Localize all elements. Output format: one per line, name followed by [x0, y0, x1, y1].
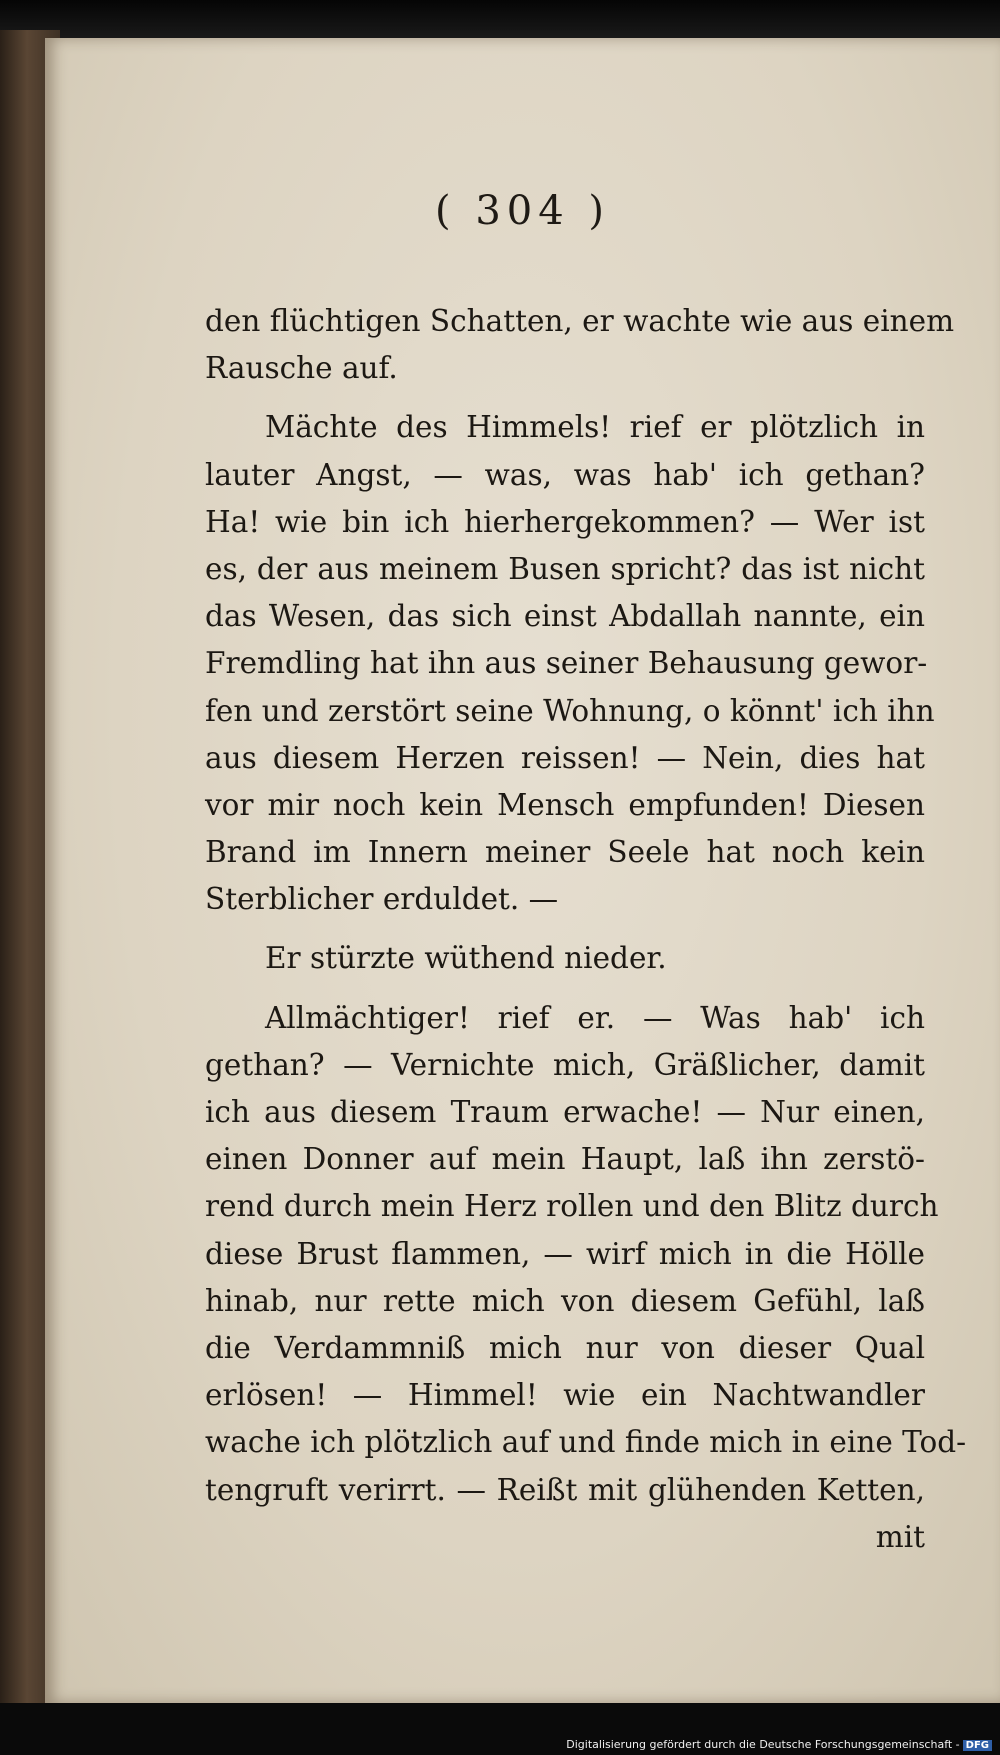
text-line: rend durch mein Herz rollen und den Blitz durch [205, 1189, 939, 1224]
text-line: Fremdling hat ihn aus seiner Behausung gewor- [205, 646, 928, 681]
text-line: Rausche auf. [205, 351, 398, 386]
text-line: lauter Angst, — was, was hab' ich gethan? [205, 457, 925, 492]
text-line: das Wesen, das sich einst Abdallah nannte, ein [205, 599, 925, 634]
text-line: aus diesem Herzen reissen! — Nein, dies hat [205, 740, 925, 775]
dfg-logo: DFG [963, 1740, 992, 1751]
text-line: hinab, nur rette mich von diesem Gefühl, laß [205, 1283, 925, 1318]
page-text [205, 298, 967, 1561]
text-line: tengruft verirrt. — Reißt mit glühenden Ketten, [205, 1472, 925, 1507]
text-line: die Verdammniß mich nur von dieser Qual [205, 1330, 925, 1365]
text-line: Allmächtiger! rief er. — Was hab' ich [265, 1000, 925, 1035]
text-line: Mächte des Himmels! rief er plötzlich in [265, 410, 925, 445]
text-line: vor mir noch kein Mensch empfunden! Diesen [205, 787, 925, 822]
text-line: einen Donner auf mein Haupt, laß ihn zerstö- [205, 1142, 925, 1177]
text-line: fen und zerstört seine Wohnung, o könnt' ich ihn [205, 693, 935, 728]
text-line: es, der aus meinem Busen spricht? das ist nicht [205, 551, 925, 586]
text-line: ich aus diesem Traum erwache! — Nur einen, [205, 1095, 925, 1129]
credit-text: Digitalisierung gefördert durch die Deutsche Forschungsgemeinschaft - [566, 1738, 960, 1751]
text-line: Er stürzte wüthend nieder. [265, 941, 667, 976]
digitization-credit [566, 1738, 992, 1751]
catchword: mit [875, 1519, 925, 1554]
scan-top-border [0, 0, 1000, 40]
text-line: wache ich plötzlich auf und finde mich in eine Tod- [205, 1425, 967, 1460]
text-line: gethan? — Vernichte mich, Gräßlicher, damit [205, 1047, 925, 1082]
text-line: diese Brust flammen, — wirf mich in die Hölle [205, 1236, 925, 1271]
text-line: Brand im Innern meiner Seele hat noch kein [205, 835, 925, 870]
page-number: ( 304 ) [435, 188, 610, 234]
text-line: Ha! wie bin ich hierhergekommen? — Wer ist [205, 504, 925, 539]
scan-footer [0, 1703, 1000, 1755]
text-line: erlösen! — Himmel! wie ein Nachtwandler [205, 1378, 925, 1413]
text-line: den flüchtigen Schatten, er wachte wie aus einem [205, 304, 955, 338]
book-page [45, 38, 1000, 1703]
text-line: Sterblicher erduldet. — [205, 882, 559, 917]
